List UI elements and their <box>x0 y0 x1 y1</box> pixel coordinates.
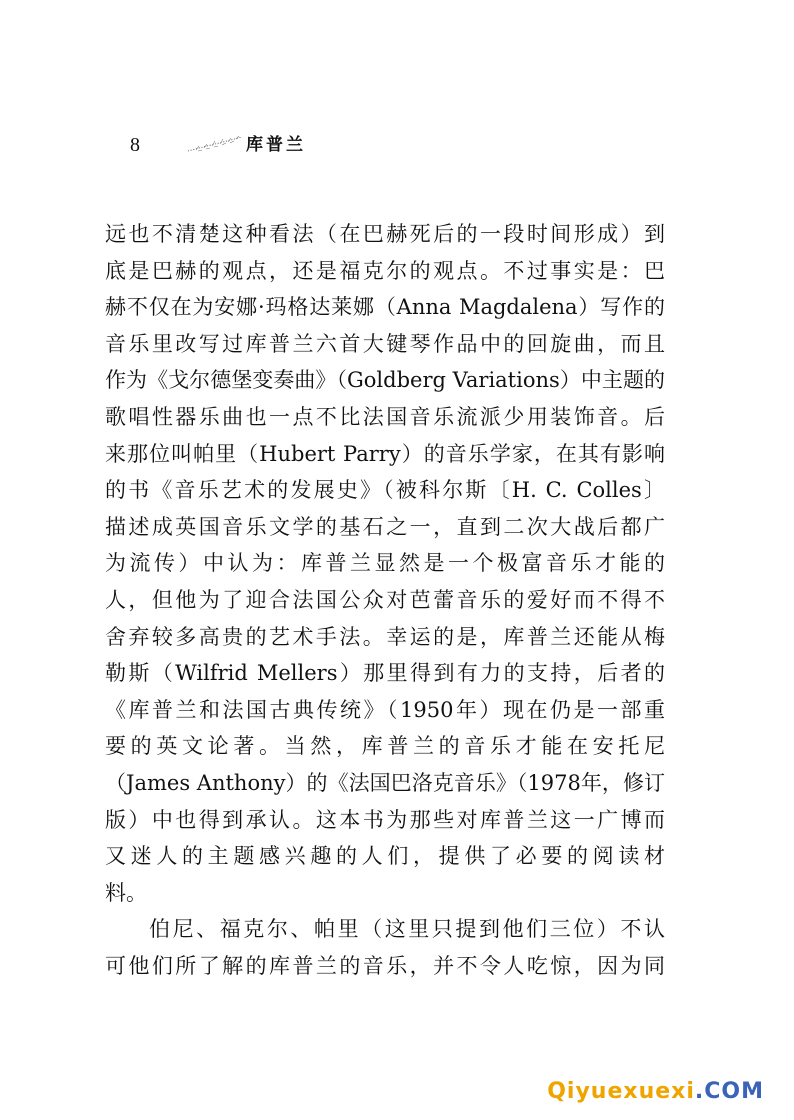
text-line: 歌唱性器乐曲也一点不比法国音乐流派少用装饰音。后 <box>105 404 665 429</box>
text-line: 的书《音乐艺术的发展史》（被科尔斯〔H. C. Colles〕 <box>105 478 665 503</box>
running-title: 库普兰 <box>246 135 306 155</box>
text-line: 要的英文论著。当然，库普兰的音乐才能在安托尼 <box>105 734 665 759</box>
text-line: 远也不清楚这种看法（在巴赫死后的一段时间形成）到 <box>105 222 665 246</box>
text-line: 料。 <box>105 880 147 905</box>
page-number: 8 <box>130 134 140 156</box>
text-line: 舍弃较多高贵的艺术手法。幸运的是，库普兰还能从梅 <box>105 624 665 649</box>
text-line: 为流传）中认为：库普兰显然是一个极富音乐才能的 <box>105 551 665 576</box>
text-line: 描述成英国音乐文学的基石之一，直到二次大战后都广 <box>105 514 665 539</box>
text-line: 来那位叫帕里（Hubert Parry）的音乐学家，在其有影响 <box>105 441 665 466</box>
text-line: 勒斯（Wilfrid Mellers）那里得到有力的支持，后者的 <box>105 661 665 686</box>
text-line: 可他们所了解的库普兰的音乐，并不令人吃惊，因为同 <box>105 953 665 978</box>
text-line: 版）中也得到承认。这本书为那些对库普兰这一广博而 <box>105 807 665 832</box>
text-line: 伯尼、福克尔、帕里（这里只提到他们三位）不认 <box>149 917 665 942</box>
text-line: 又迷人的主题感兴趣的人们，提供了必要的阅读材 <box>105 844 665 869</box>
page-header <box>130 133 430 159</box>
body-text <box>105 216 665 984</box>
site-watermark <box>547 1079 764 1104</box>
text-line: 作为《戈尔德堡变奏曲》（Goldberg Variations）中主题的 <box>105 368 665 393</box>
text-line: 《库普兰和法国古典传统》（1950年）现在仍是一部重 <box>105 697 665 722</box>
text-line: 底是巴赫的观点，还是福克尔的观点。不过事实是：巴 <box>105 258 665 283</box>
watermark-suffix: .COM <box>694 1079 764 1104</box>
text-line: 赫不仅在为安娜·玛格达莱娜（Anna Magdalena）写作的 <box>105 295 665 320</box>
feather-ornament-icon <box>186 135 246 153</box>
text-line: 人，但他为了迎合法国公众对芭蕾音乐的爱好而不得不 <box>105 587 665 612</box>
watermark-brand: Qiyuexuexi <box>547 1079 695 1104</box>
text-line: 音乐里改写过库普兰六首大键琴作品中的回旋曲，而且 <box>105 331 665 356</box>
text-line: （James Anthony）的《法国巴洛克音乐》（1978年，修订 <box>105 770 665 795</box>
